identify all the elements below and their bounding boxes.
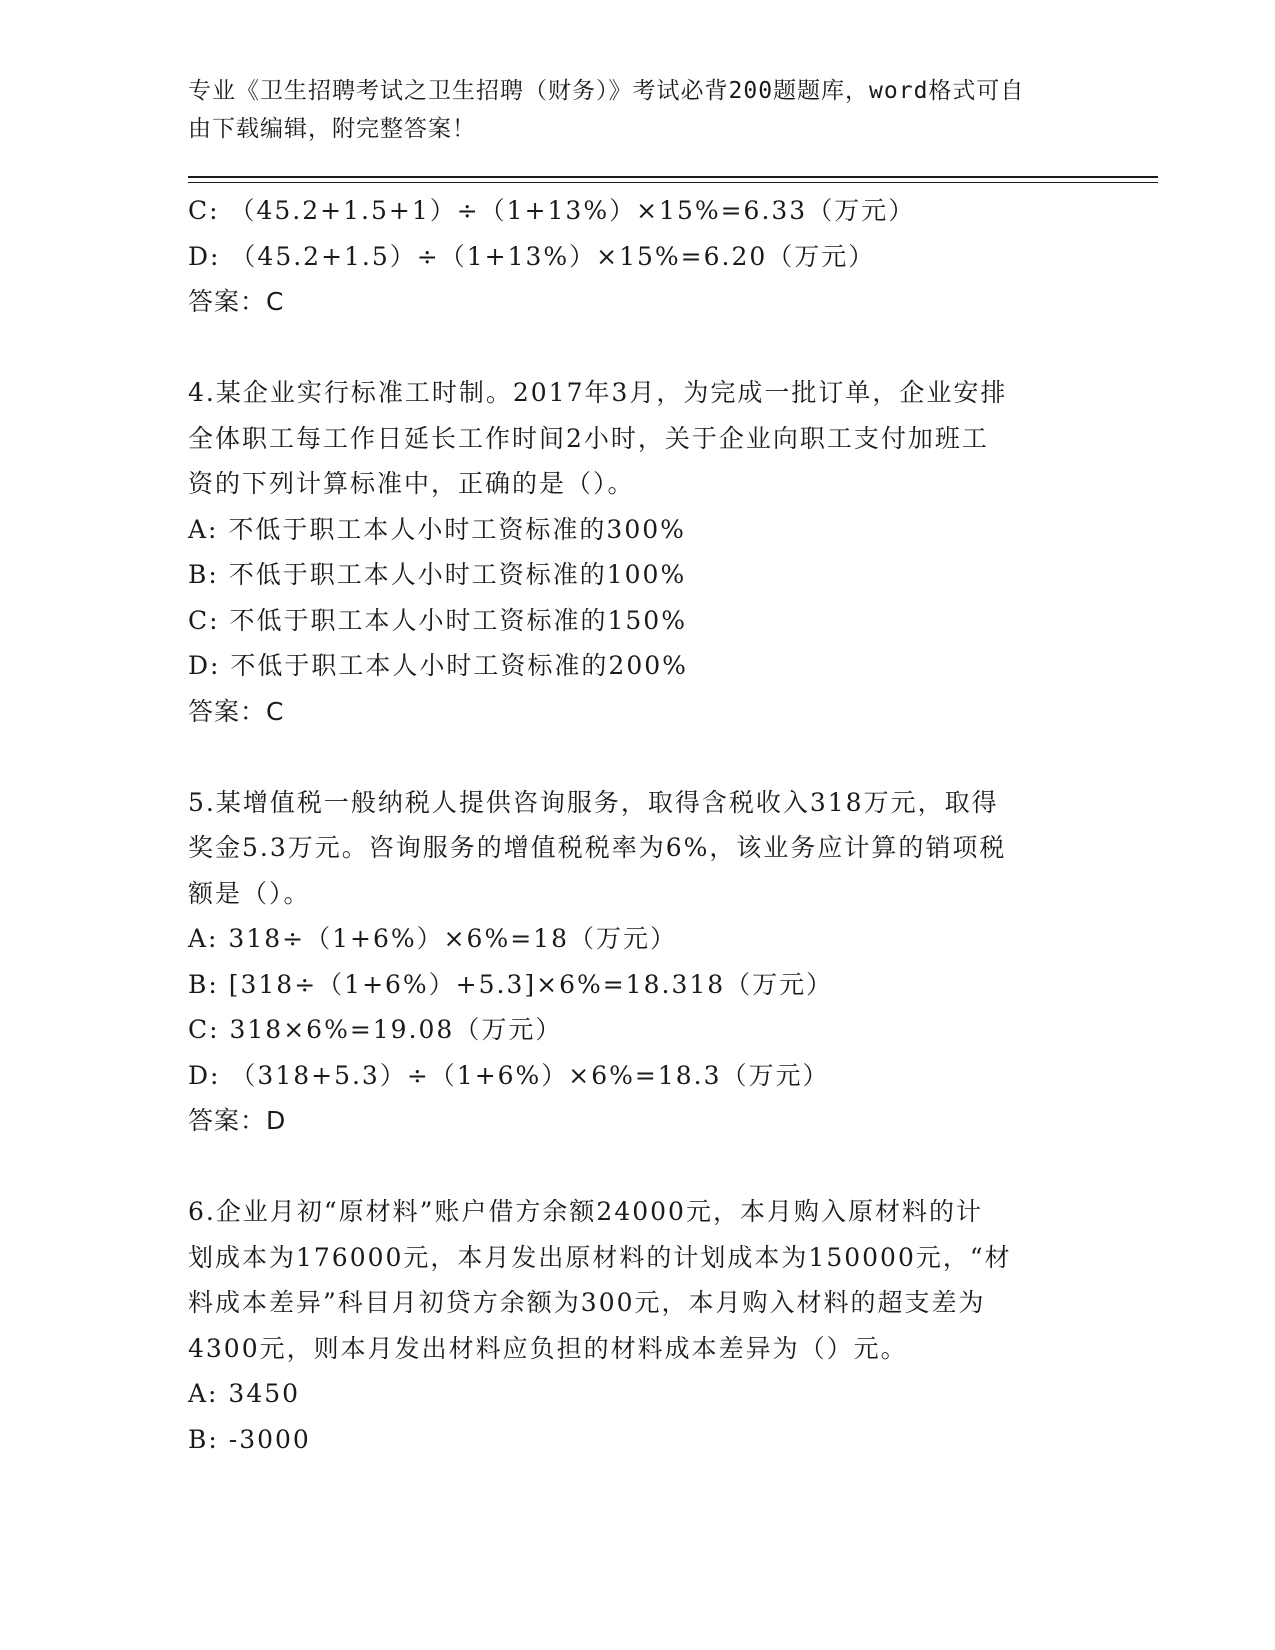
option-c: C: （45.2+1.5+1）÷（1+13%）×15%=6.33（万元） bbox=[188, 196, 916, 225]
question-stem-line: 料成本差异”科目月初贷方余额为300元，本月购入材料的超支差为 bbox=[188, 1288, 986, 1317]
option-a: A: 318÷（1+6%）×6%=18（万元） bbox=[188, 924, 677, 953]
question-4 bbox=[188, 370, 1068, 734]
question-3-fragment bbox=[188, 188, 1068, 325]
question-6 bbox=[188, 1189, 1068, 1462]
option-b: B: -3000 bbox=[188, 1424, 311, 1454]
answer: 答案：C bbox=[188, 696, 285, 726]
header-line-2: 由下载编辑，附完整答案！ bbox=[188, 116, 476, 142]
option-a: A: 3450 bbox=[188, 1379, 301, 1408]
option-c: C: 不低于职工本人小时工资标准的150% bbox=[188, 605, 687, 635]
option-d: D: （318+5.3）÷（1+6%）×6%=18.3（万元） bbox=[188, 1060, 830, 1090]
header-divider-thick bbox=[188, 176, 1158, 178]
header-divider-thin bbox=[188, 182, 1158, 183]
question-stem-line: 资的下列计算标准中，正确的是（）。 bbox=[188, 469, 635, 498]
question-stem-line: 全体职工每工作日延长工作时间2小时，关于企业向职工支付加班工 bbox=[188, 423, 989, 453]
question-stem-line: 5.某增值税一般纳税人提供咨询服务，取得含税收入318万元，取得 bbox=[188, 787, 999, 817]
question-5 bbox=[188, 780, 1068, 1144]
answer: 答案：C bbox=[188, 287, 285, 316]
document-body bbox=[188, 188, 1068, 1462]
question-stem-line: 奖金5.3万元。咨询服务的增值税税率为6%，该业务应计算的销项税 bbox=[188, 833, 1007, 862]
option-d: D: 不低于职工本人小时工资标准的200% bbox=[188, 651, 688, 680]
question-stem-line: 4.某企业实行标准工时制。2017年3月，为完成一批订单，企业安排 bbox=[188, 378, 1008, 407]
spacer bbox=[188, 325, 1068, 371]
option-b: B: 不低于职工本人小时工资标准的100% bbox=[188, 560, 687, 589]
question-stem-line: 额是（）。 bbox=[188, 878, 311, 908]
header-line-1: 专业《卫生招聘考试之卫生招聘（财务）》考试必背200题题库，word格式可自 bbox=[188, 78, 1025, 104]
spacer bbox=[188, 1144, 1068, 1190]
answer: 答案：D bbox=[188, 1106, 287, 1135]
document-header bbox=[188, 72, 1068, 148]
spacer bbox=[188, 734, 1068, 780]
option-d: D: （45.2+1.5）÷（1+13%）×15%=6.20（万元） bbox=[188, 241, 876, 271]
question-stem-line: 划成本为176000元，本月发出原材料的计划成本为150000元，“材 bbox=[188, 1242, 1012, 1272]
question-stem-line: 6.企业月初“原材料”账户借方余额24000元，本月购入原材料的计 bbox=[188, 1197, 983, 1226]
option-b: B: [318÷（1+6%）+5.3]×6%=18.318（万元） bbox=[188, 969, 834, 999]
option-a: A: 不低于职工本人小时工资标准的300% bbox=[188, 514, 686, 544]
option-c: C: 318×6%=19.08（万元） bbox=[188, 1015, 563, 1044]
question-stem-line: 4300元，则本月发出材料应负担的材料成本差异为（）元。 bbox=[188, 1333, 908, 1363]
